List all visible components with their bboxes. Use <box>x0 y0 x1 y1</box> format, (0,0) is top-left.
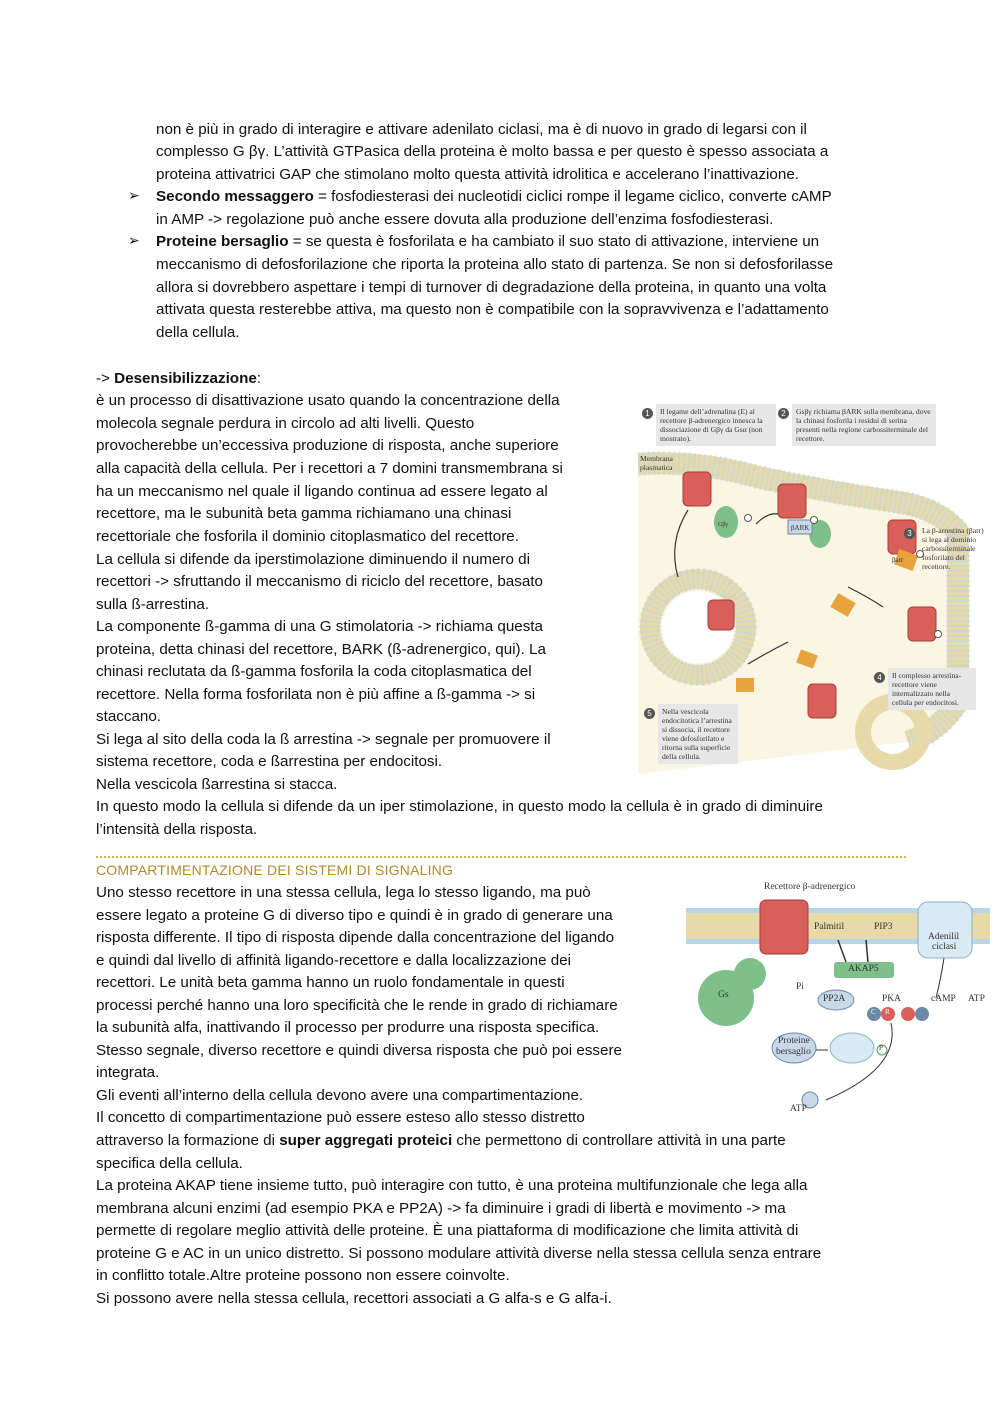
step-number: 3 <box>904 528 915 539</box>
bullet-arrow-icon: ➢ <box>128 187 140 203</box>
paragraph-line: complesso G βγ. L’attività GTPasica della proteina è molto bassa e per questo è spesso associata a <box>156 143 829 160</box>
paragraph-line: permette di regolare meglio attività delle proteine. È una piattaforma di modificazione che limita attività di <box>96 1222 799 1239</box>
paragraph-line: proteina, detta chinasi del recettore, BARK (ß-adrenergico, qui). La <box>96 641 546 658</box>
bersaglio-label: bersaglio <box>776 1047 811 1057</box>
paragraph-line: in conflitto totale.Altre proteine possono non essere coinvolte. <box>96 1267 510 1284</box>
caption-step-2: Gsβγ richiama βARK sulla membrana, dove la chinasi fosforila i residui di serina presenti nella regione carbossiterminale del recettore. <box>792 404 936 446</box>
paragraph-line: molecola segnale perdura in circolo ad alti livelli. Questo <box>96 415 475 432</box>
bullet-line: meccanismo di defosforilazione che riporta la proteina allo stato di partenza. Se non si defosforilasse <box>156 256 834 273</box>
pi-label: Pi <box>796 982 804 992</box>
heading-title: Desensibilizzazione <box>114 370 257 387</box>
caption-step-1: Il legame dell’adrenalina (E) al recettore β-adrenergico innesca la dissociazione di Gβγ da Gsα (non mostrato). <box>656 404 776 446</box>
paragraph-line: Si possono avere nella stessa cellula, recettori associati a G alfa-s e G alfa-i. <box>96 1290 612 1307</box>
bullet-text: = fosfodiesterasi dei nucleotidi ciclici rompe il legame ciclico, converte cAMP <box>313 188 832 205</box>
paragraph-line: processi perché hanno una loro specificità che le rende in grado di richiamare <box>96 997 618 1014</box>
paragraph-line: recettori. Le unità beta gamma hanno un ruolo fondamentale in questi <box>96 974 565 991</box>
pip3-label: PIP3 <box>874 922 893 932</box>
pp2a-label: PP2A <box>823 994 846 1004</box>
paragraph-line: l’intensità della risposta. <box>96 821 258 838</box>
paragraph-line: chinasi reclutata da ß-gamma fosforila la coda citoplasmatica del <box>96 663 532 680</box>
atp-bottom-label: ATP <box>790 1104 807 1114</box>
step-number: 5 <box>644 708 655 719</box>
paragraph-line: La componente ß-gamma di una G stimolatoria -> richiama questa <box>96 618 543 635</box>
paragraph-line: ha un meccanismo nel quale il ligando continua ad essere legato al <box>96 483 548 500</box>
section-title: COMPARTIMENTAZIONE DEI SISTEMI DI SIGNALING <box>96 862 454 878</box>
paragraph-line: In questo modo la cellula si difende da un iper stimolazione, in questo modo la cellula è in grado di diminuire <box>96 798 823 815</box>
bullet-term: Secondo messaggero <box>156 188 314 205</box>
akap-figure <box>686 878 990 1118</box>
paragraph-line: La proteina AKAP tiene insieme tutto, può interagire con tutto, è una proteina multifunzionale che lega alla <box>96 1177 808 1194</box>
paragraph-line: recettore. Nella forma fosforilata non è più affine a ß-gamma -> si <box>96 686 536 703</box>
paragraph-line: membrana alcuni enzimi (ad esempio PKA e PP2A) -> fa diminuire i gradi di libertà e movimento -> ma <box>96 1200 786 1217</box>
pka-label: PKA <box>882 994 902 1004</box>
paragraph-line: la subunità alfa, inattivando il processo per produrre una risposta specifica. <box>96 1019 600 1036</box>
ciclasi-label: ciclasi <box>932 942 957 952</box>
section-divider <box>96 856 906 858</box>
paragraph-line: è un processo di disattivazione usato quando la concentrazione della <box>96 392 560 409</box>
paragraph-line: integrata. <box>96 1064 160 1081</box>
step-number: 1 <box>642 408 653 419</box>
bold-term: super aggregati proteici <box>279 1132 453 1149</box>
caption-step-3: La β-arrestina (βarr) si lega al dominio carbossiterminale fosforilato del recettore. <box>922 526 984 571</box>
barr-label: βarr <box>892 556 904 564</box>
paragraph-line: Il concetto di compartimentazione può essere esteso allo stesso distretto <box>96 1109 585 1126</box>
camp-label: cAMP <box>931 994 956 1004</box>
membrane-label: Membrana plasmatica <box>640 454 673 472</box>
paragraph-line: recettoriale che fosforila il dominio citoplasmatico del recettore. <box>96 528 519 545</box>
fig2-title: Recettore β-adrenergico <box>764 882 856 892</box>
desens-heading <box>96 368 261 390</box>
paragraph-line: Gli eventi all’interno della cellula devono avere una compartimentazione. <box>96 1087 584 1104</box>
desensitization-figure <box>638 402 990 774</box>
paragraph-line: Uno stesso recettore in una stessa cellula, lega lo stesso ligando, ma può <box>96 884 591 901</box>
caption-step-4: Il complesso arrestina-recettore viene internalizzato nella cellula per endocitosi. <box>888 668 976 710</box>
paragraph-line: recettori -> sfruttando il meccanismo di riciclo del recettore, basato <box>96 573 543 590</box>
bullet-line: in AMP -> regolazione può anche essere dovuta alla produzione dell’enzima fosfodiesterasi. <box>156 211 774 228</box>
r-subunit-label: R <box>885 1008 890 1016</box>
step-number: 2 <box>778 408 789 419</box>
g-label: Gβγ <box>718 522 729 528</box>
paragraph-line: specifica della cellula. <box>96 1155 243 1172</box>
bullet-line: attivata questa resterebbe attiva, ma questo non è compatibile con la sopravvivenza e l’adattamento <box>156 301 829 318</box>
paragraph-line: Nella vescicola ßarrestina si stacca. <box>96 776 338 793</box>
gs-label: Gs <box>718 990 729 1000</box>
atp-label: ATP <box>968 994 985 1004</box>
paragraph-line: proteine G e AC in un unico distretto. Si possono modulare attività diverse nella stessa cellula senza entrare <box>96 1245 822 1262</box>
heading-suffix: : <box>256 370 262 387</box>
phosphate-label: P <box>879 1044 883 1052</box>
paragraph-line: Si lega al sito della coda la ß arrestina -> segnale per promuovere il <box>96 731 551 748</box>
bullet-line <box>156 186 832 208</box>
paragraph-line: sulla ß-arrestina. <box>96 596 210 613</box>
paragraph-line: staccano. <box>96 708 162 725</box>
palmitil-label: Palmitil <box>814 922 845 932</box>
bullet-line: della cellula. <box>156 324 240 341</box>
bark-label: βARK <box>791 524 810 532</box>
caption-step-5: Nella vescicola endocitotica l’arrestina si dissocia, il recettore viene defosforilato e ritorna sulla superficie della cellula. <box>658 704 738 764</box>
paragraph-line: sistema recettore, coda e ßarrestina per endocitosi. <box>96 753 443 770</box>
akap5-label: AKAP5 <box>848 964 879 974</box>
paragraph-line: e quindi dal livello di affinità ligando-recettore e dalla localizzazione dei <box>96 952 572 969</box>
text-run: che permettono di controllare attività in una parte <box>452 1132 786 1149</box>
paragraph-line: non è più in grado di interagire e attivare adenilato ciclasi, ma è di nuovo in grado di legarsi con il <box>156 121 807 138</box>
paragraph-line: risposta differente. Il tipo di risposta dipende dalla concentrazione del ligando <box>96 929 615 946</box>
proteine-label: Proteine <box>778 1036 810 1046</box>
paragraph-line: alla capacità della cellula. Per i recettori a 7 domini transmembrana si <box>96 460 563 477</box>
bullet-line: allora si dovrebbero aspettare i tempi di turnover di degradazione della proteina, in quanto una volta <box>156 279 827 296</box>
bullet-line <box>156 231 819 253</box>
c-subunit-label: C <box>871 1008 876 1016</box>
adenilil-label: Adenilil <box>928 932 960 942</box>
paragraph-line: provocherebbe un’eccessiva produzione di risposta, anche superiore <box>96 437 559 454</box>
heading-prefix: -> <box>96 370 115 387</box>
paragraph-line <box>96 1130 786 1152</box>
paragraph-line: Stesso segnale, diverso recettore e quindi diversa risposta che può poi essere <box>96 1042 622 1059</box>
bullet-term: Proteine bersaglio <box>156 233 289 250</box>
paragraph-line: La cellula si difende da iperstimolazione diminuendo il numero di <box>96 551 530 568</box>
bullet-arrow-icon: ➢ <box>128 232 140 248</box>
paragraph-line: essere legato a proteine G di diverso tipo e quindi è in grado di generare una <box>96 907 613 924</box>
text-run: attraverso la formazione di <box>96 1132 280 1149</box>
bullet-text: = se questa è fosforilata e ha cambiato il suo stato di attivazione, interviene un <box>288 233 820 250</box>
paragraph-line: recettore, ma le subunità beta gamma richiamano una chinasi <box>96 505 512 522</box>
step-number: 4 <box>874 672 885 683</box>
paragraph-line: proteina attivatrici GAP che stimolano molto questa attività idrolitica e accelerano l’inattivazione. <box>156 166 799 183</box>
